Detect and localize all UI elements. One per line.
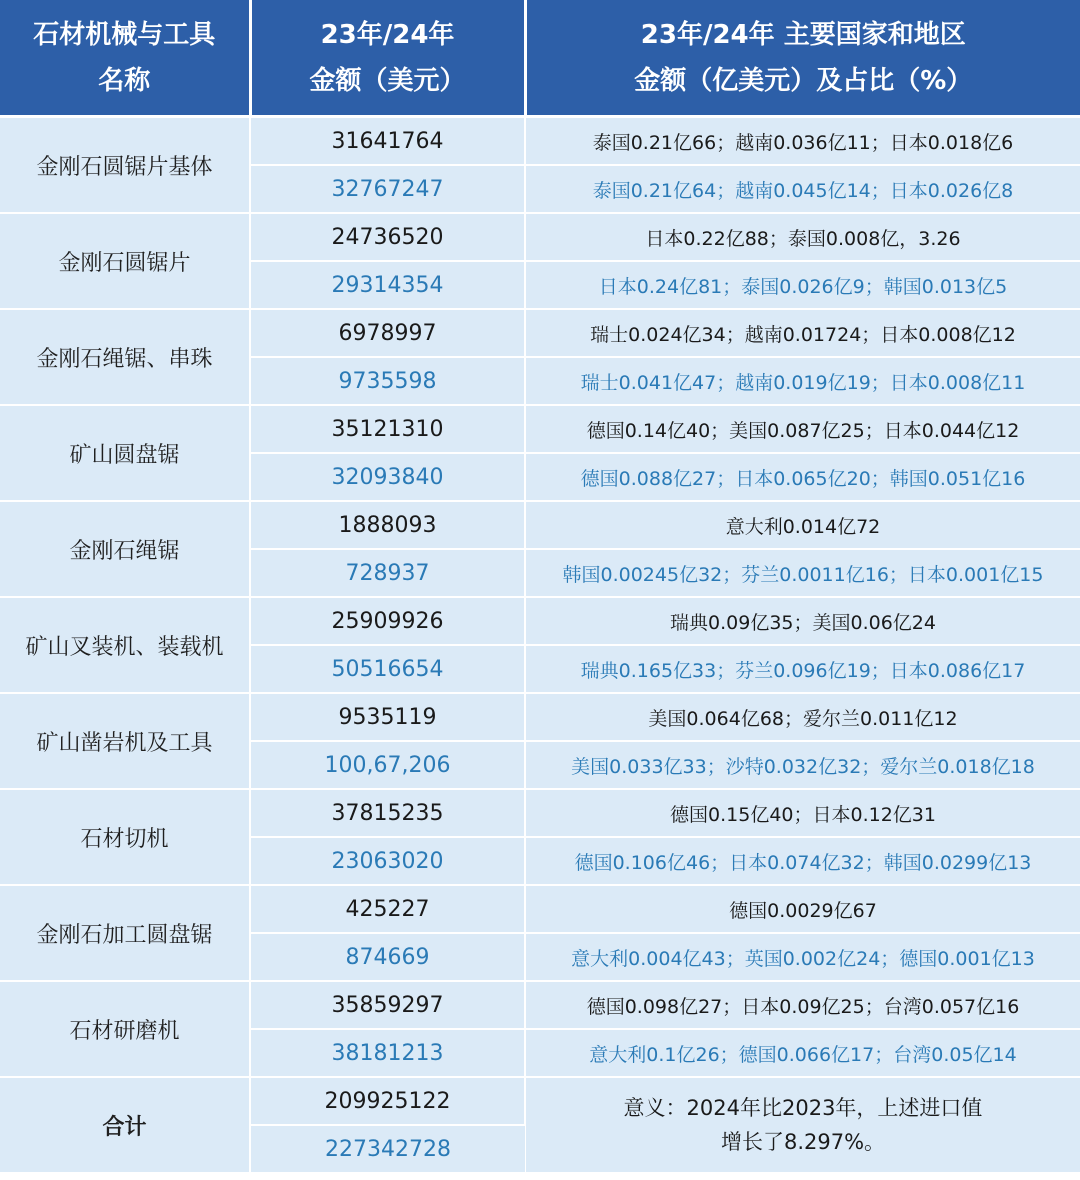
header-name-column <box>0 0 250 117</box>
total-note-line: 意义：2024年比2023年，上述进口值 <box>623 1096 983 1120</box>
countries-2023-cell: 德国0.098亿27；日本0.09亿25；台湾0.057亿16 <box>525 981 1080 1029</box>
header-countries-column <box>525 0 1080 117</box>
machinery-name-cell: 矿山叉装机、装载机 <box>0 597 250 693</box>
amount-2024-cell: 874669 <box>250 933 525 981</box>
amount-2023-cell: 25909926 <box>250 597 525 645</box>
table-row-2023 <box>0 981 1080 1029</box>
countries-2023-cell: 瑞士0.024亿34；越南0.01724；日本0.008亿12 <box>525 309 1080 357</box>
table-row-2023 <box>0 789 1080 837</box>
countries-2024-cell: 意大利0.1亿26；德国0.066亿17；台湾0.05亿14 <box>525 1029 1080 1077</box>
amount-2024-cell: 100,67,206 <box>250 741 525 789</box>
header-countries-line-1: 23年/24年 主要国家和地区 <box>640 19 966 50</box>
amount-2023-cell: 37815235 <box>250 789 525 837</box>
machinery-name-cell: 石材切机 <box>0 789 250 885</box>
total-note-cell <box>525 1077 1080 1173</box>
table-row-2023 <box>0 501 1080 549</box>
table-row-2023 <box>0 213 1080 261</box>
amount-2024-cell: 728937 <box>250 549 525 597</box>
countries-2024-cell: 意大利0.004亿43；英国0.002亿24；德国0.001亿13 <box>525 933 1080 981</box>
total-row-2023 <box>0 1077 1080 1125</box>
header-name-line-1: 石材机械与工具 <box>33 19 216 50</box>
table-row-2023 <box>0 309 1080 357</box>
total-amount-2024-cell: 227342728 <box>250 1125 525 1173</box>
countries-2024-cell: 韩国0.00245亿32；芬兰0.0011亿16；日本0.001亿15 <box>525 549 1080 597</box>
countries-2024-cell: 泰国0.21亿64；越南0.045亿14；日本0.026亿8 <box>525 165 1080 213</box>
machinery-name-cell: 金刚石绳锯 <box>0 501 250 597</box>
amount-2023-cell: 6978997 <box>250 309 525 357</box>
amount-2023-cell: 31641764 <box>250 117 525 166</box>
total-note-line: 增长了8.297%。 <box>720 1130 886 1154</box>
amount-2023-cell: 425227 <box>250 885 525 933</box>
countries-2024-cell: 日本0.24亿81；泰国0.026亿9；韩国0.013亿5 <box>525 261 1080 309</box>
table-row-2023 <box>0 693 1080 741</box>
table-row-2023 <box>0 117 1080 166</box>
header-amount-line-1: 23年/24年 <box>320 19 455 50</box>
machinery-name-cell: 石材研磨机 <box>0 981 250 1077</box>
machinery-name-cell: 金刚石绳锯、串珠 <box>0 309 250 405</box>
machinery-name-cell: 矿山圆盘锯 <box>0 405 250 501</box>
machinery-name-cell: 金刚石圆锯片基体 <box>0 117 250 214</box>
amount-2024-cell: 32767247 <box>250 165 525 213</box>
countries-2024-cell: 瑞典0.165亿33；芬兰0.096亿19；日本0.086亿17 <box>525 645 1080 693</box>
countries-2024-cell: 美国0.033亿33；沙特0.032亿32；爱尔兰0.018亿18 <box>525 741 1080 789</box>
countries-2023-cell: 美国0.064亿68；爱尔兰0.011亿12 <box>525 693 1080 741</box>
table-row-2023 <box>0 885 1080 933</box>
countries-2023-cell: 泰国0.21亿66；越南0.036亿11；日本0.018亿6 <box>525 117 1080 166</box>
countries-2023-cell: 意大利0.014亿72 <box>525 501 1080 549</box>
header-name-line-2: 名称 <box>98 65 151 96</box>
countries-2023-cell: 瑞典0.09亿35；美国0.06亿24 <box>525 597 1080 645</box>
amount-2023-cell: 24736520 <box>250 213 525 261</box>
table-row-2023 <box>0 597 1080 645</box>
countries-2023-cell: 德国0.14亿40；美国0.087亿25；日本0.044亿12 <box>525 405 1080 453</box>
countries-2024-cell: 瑞士0.041亿47；越南0.019亿19；日本0.008亿11 <box>525 357 1080 405</box>
amount-2024-cell: 38181213 <box>250 1029 525 1077</box>
amount-2024-cell: 29314354 <box>250 261 525 309</box>
countries-2024-cell: 德国0.088亿27；日本0.065亿20；韩国0.051亿16 <box>525 453 1080 501</box>
amount-2023-cell: 35859297 <box>250 981 525 1029</box>
header-countries-line-2: 金额（亿美元）及占比（%） <box>634 65 973 96</box>
amount-2023-cell: 35121310 <box>250 405 525 453</box>
header-row <box>0 0 1080 117</box>
machinery-name-cell: 金刚石加工圆盘锯 <box>0 885 250 981</box>
table-body <box>0 117 1080 1174</box>
machinery-name-cell: 矿山凿岩机及工具 <box>0 693 250 789</box>
total-amount-2023-cell: 209925122 <box>250 1077 525 1125</box>
countries-2023-cell: 德国0.0029亿67 <box>525 885 1080 933</box>
amount-2024-cell: 32093840 <box>250 453 525 501</box>
machinery-name-cell: 金刚石圆锯片 <box>0 213 250 309</box>
amount-2024-cell: 23063020 <box>250 837 525 885</box>
countries-2023-cell: 德国0.15亿40；日本0.12亿31 <box>525 789 1080 837</box>
table-row-2023 <box>0 405 1080 453</box>
header-amount-line-2: 金额（美元） <box>309 65 466 96</box>
amount-2024-cell: 9735598 <box>250 357 525 405</box>
countries-2023-cell: 日本0.22亿88；泰国0.008亿，3.26 <box>525 213 1080 261</box>
total-label-cell: 合计 <box>0 1077 250 1173</box>
header-amount-column <box>250 0 525 117</box>
amount-2023-cell: 1888093 <box>250 501 525 549</box>
amount-2023-cell: 9535119 <box>250 693 525 741</box>
amount-2024-cell: 50516654 <box>250 645 525 693</box>
countries-2024-cell: 德国0.106亿46；日本0.074亿32；韩国0.0299亿13 <box>525 837 1080 885</box>
